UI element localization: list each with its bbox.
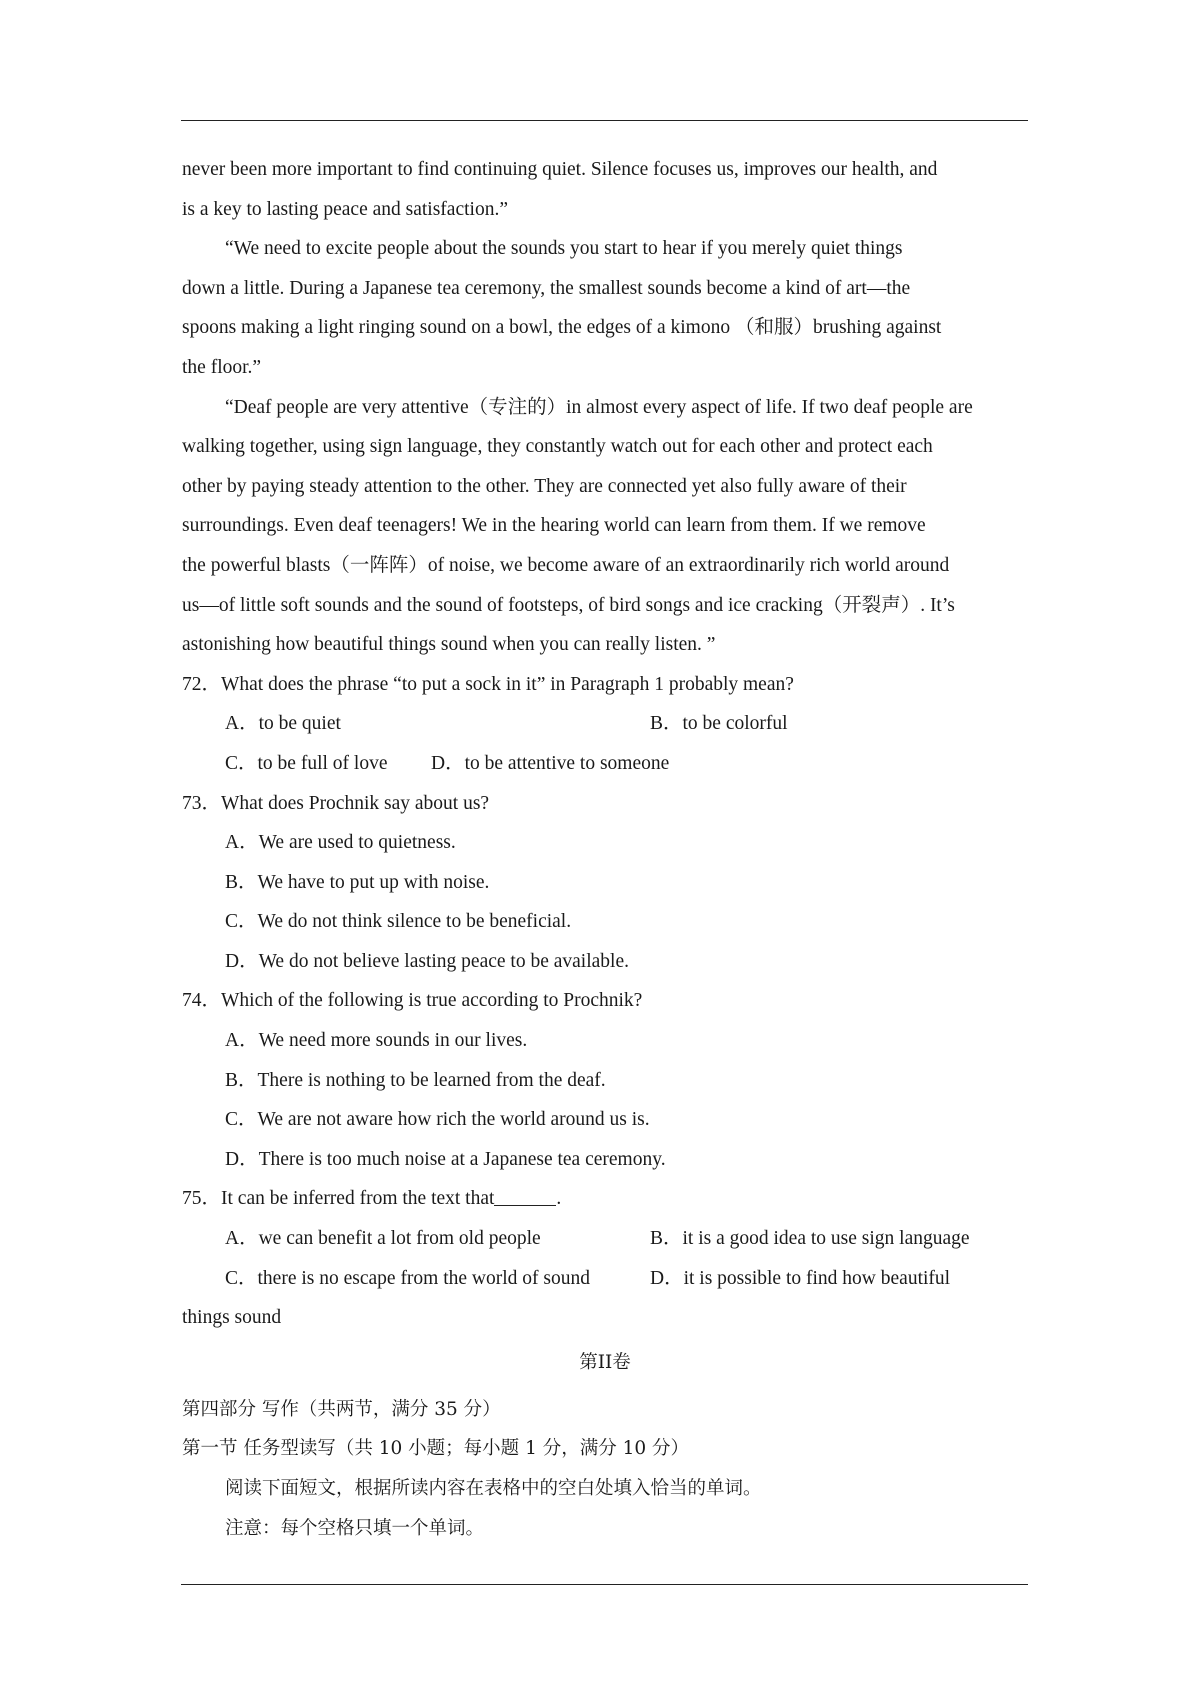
note-text: 注意：每个空格只填一个单词。: [225, 1517, 485, 1539]
answer-blank: [494, 1183, 556, 1206]
text-line: never been more important to find continuing quiet. Silence focuses us, improves our health, and: [182, 159, 938, 180]
option-d[interactable]: D．We do not believe lasting peace to be available.: [225, 950, 629, 972]
text-line: walking together, using sign language, they constantly watch out for each other and protect each: [182, 436, 933, 458]
text-line: other by paying steady attention to the other. They are connected yet also fully aware of their: [182, 475, 907, 497]
option-d[interactable]: D．There is too much noise at a Japanese tea ceremony.: [225, 1148, 666, 1170]
text-line: “Deaf people are very attentive（专注的）in almost every aspect of life. If two deaf people are: [225, 396, 973, 418]
option-b[interactable]: B．We have to put up with noise.: [225, 871, 490, 893]
section-heading: 第四部分 写作（共两节，满分 35 分）: [182, 1398, 501, 1420]
option-c[interactable]: C．to be full of love: [225, 752, 388, 774]
exam-page: [182, 150, 1028, 1548]
text-line: us—of little soft sounds and the sound of footsteps, of bird songs and ice cracking（开裂声）. It’s: [182, 594, 955, 616]
option-c[interactable]: C．there is no escape from the world of sound: [225, 1267, 590, 1289]
option-row: [182, 704, 1028, 744]
part-title: 第II卷: [579, 1351, 631, 1373]
option-d[interactable]: D．it is possible to find how beautiful: [650, 1267, 951, 1289]
question-stem: 73．What does Prochnik say about us?: [182, 792, 490, 814]
question-stem: [182, 1179, 1028, 1219]
question-75: [182, 1179, 1028, 1337]
option-row: [182, 1259, 1028, 1299]
question-stem-text: 75．It can be inferred from the text that: [182, 1188, 495, 1210]
question-72: [182, 665, 1028, 784]
text-line: is a key to lasting peace and satisfaction.”: [182, 198, 508, 220]
header-rule: [181, 120, 1028, 121]
text-line: the powerful blasts（一阵阵）of noise, we become aware of an extraordinarily rich world around: [182, 554, 950, 576]
paragraph-2: [182, 229, 1028, 387]
instruction-text: 阅读下面短文，根据所读内容在表格中的空白处填入恰当的单词。: [225, 1478, 762, 1499]
paragraph-1: [182, 150, 1028, 229]
text-line: spoons making a light ringing sound on a bowl, the edges of a kimono （和服）brushing against: [182, 317, 942, 339]
text-line: the floor.”: [182, 356, 262, 378]
option-a[interactable]: A．We need more sounds in our lives.: [225, 1030, 528, 1052]
option-c[interactable]: C．We do not think silence to be beneficial.: [225, 911, 572, 933]
option-b[interactable]: B．There is nothing to be learned from the deaf.: [225, 1069, 606, 1091]
paragraph-3: [182, 388, 1028, 665]
text-line: astonishing how beautiful things sound when you can really listen. ”: [182, 634, 716, 656]
option-b[interactable]: B．it is a good idea to use sign language: [650, 1228, 970, 1250]
option-c[interactable]: C．We are not aware how rich the world around us is.: [225, 1109, 650, 1131]
option-b[interactable]: B．to be colorful: [650, 713, 788, 735]
option-a[interactable]: A．we can benefit a lot from old people: [225, 1228, 541, 1250]
option-d[interactable]: D．to be attentive to someone: [431, 752, 670, 774]
question-stem: 72．What does the phrase “to put a sock in it” in Paragraph 1 probably mean?: [182, 673, 794, 695]
footer-rule: [181, 1584, 1028, 1585]
option-row: [182, 744, 1028, 784]
option-a[interactable]: A．We are used to quietness.: [225, 832, 456, 854]
subsection-heading: 第一节 任务型读写（共 10 小题；每小题 1 分，满分 10 分）: [182, 1438, 690, 1460]
question-stem-end: .: [556, 1188, 562, 1210]
question-73: [182, 784, 1028, 982]
text-line: surroundings. Even deaf teenagers! We in the hearing world can learn from them. If we remove: [182, 515, 926, 537]
text-line: down a little. During a Japanese tea ceremony, the smallest sounds become a kind of art—the: [182, 277, 911, 299]
question-74: [182, 981, 1028, 1179]
option-d-continued: things sound: [182, 1307, 282, 1329]
question-stem: 74．Which of the following is true according to Prochnik?: [182, 990, 643, 1012]
option-a[interactable]: A．to be quiet: [225, 713, 341, 735]
option-row: [182, 1219, 1028, 1259]
text-line: “We need to excite people about the sounds you start to hear if you merely quiet things: [225, 238, 903, 260]
